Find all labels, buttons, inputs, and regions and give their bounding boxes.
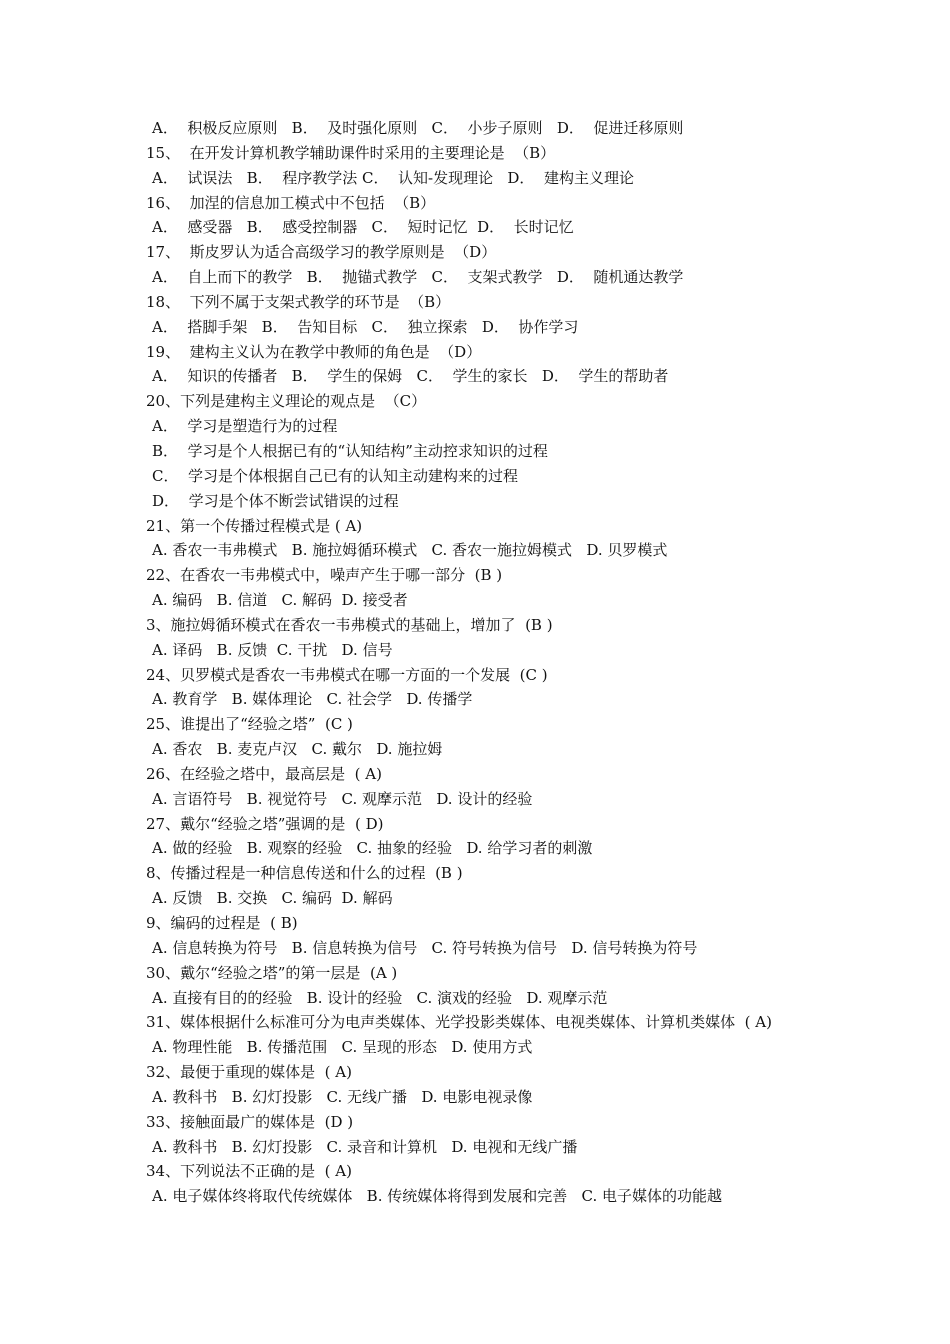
question-line: 17、 斯皮罗认为适合高级学习的教学原则是 （D） <box>146 243 497 262</box>
question-line: 32、最便于重现的媒体是 ( A) <box>146 1063 352 1082</box>
answer-options-line: A． 知识的传播者 B． 学生的保姆 C． 学生的家长 D． 学生的帮助者 <box>152 367 669 386</box>
question-line: 26、在经验之塔中，最高层是 ( A) <box>146 764 382 783</box>
answer-options-line: A. 物理性能 B. 传播范围 C. 呈现的形态 D. 使用方式 <box>152 1038 533 1057</box>
question-line: 20、下列是建构主义理论的观点是 （C） <box>146 392 427 411</box>
answer-options-line: A. 香农 B. 麦克卢汉 C. 戴尔 D. 施拉姆 <box>152 740 443 759</box>
question-line: 21、第一个传播过程模式是 ( A) <box>146 516 363 535</box>
answer-options-line: A. 教科书 B. 幻灯投影 C. 录音和计算机 D. 电视和无线广播 <box>152 1137 578 1156</box>
answer-options-line: A. 电子媒体终将取代传统媒体 B. 传统媒体将得到发展和完善 C. 电子媒体的功能越 <box>152 1187 723 1206</box>
answer-options-line: A. 香农一韦弗模式 B. 施拉姆循环模式 C. 香农一施拉姆模式 D. 贝罗模式 <box>152 541 668 560</box>
answer-options-line: A． 试误法 B． 程序教学法 C． 认知-发现理论 D． 建构主义理论 <box>152 168 634 187</box>
question-line: 9、编码的过程是 ( B) <box>146 914 298 932</box>
answer-options-line: A. 信息转换为符号 B. 信息转换为信号 C. 符号转换为信号 D. 信号转换为符号 <box>152 938 698 957</box>
answer-options-line: A． 感受器 B． 感受控制器 C． 短时记忆 D． 长时记忆 <box>152 218 574 237</box>
question-line: 24、贝罗模式是香农一韦弗模式在哪一方面的一个发展 (C ) <box>146 665 548 684</box>
question-line: 25、谁提出了“经验之塔” (C ) <box>146 715 353 734</box>
question-line: 30、戴尔“经验之塔”的第一层是 (A ) <box>146 963 398 982</box>
answer-options-line: A． 学习是塑造行为的过程 <box>152 417 338 436</box>
answer-options-line: A. 编码 B. 信道 C. 解码 D. 接受者 <box>152 591 408 610</box>
question-line: 16、 加涅的信息加工模式中不包括 （B） <box>146 193 436 212</box>
question-line: 34、下列说法不正确的是 ( A) <box>146 1162 352 1181</box>
question-line: 27、戴尔“经验之塔”强调的是 ( D) <box>146 814 384 833</box>
answer-options-line: A． 积极反应原则 B． 及时强化原则 C． 小步子原则 D． 促进迁移原则 <box>152 119 684 137</box>
question-line: 15、 在开发计算机教学辅助课件时采用的主要理论是 （B） <box>146 143 556 162</box>
answer-options-line: D． 学习是个体不断尝试错误的过程 <box>152 491 399 510</box>
answer-options-line: C． 学习是个体根据自己已有的认知主动建构来的过程 <box>152 466 519 485</box>
question-line: 31、媒体根据什么标准可分为电声类媒体、光学投影类媒体、电视类媒体、计算机类媒体 ( A) <box>146 1013 772 1032</box>
answer-options-line: A. 教育学 B. 媒体理论 C. 社会学 D. 传播学 <box>152 690 473 709</box>
answer-options-line: A． 搭脚手架 B． 告知目标 C． 独立探索 D． 协作学习 <box>152 317 579 336</box>
document-body <box>146 116 826 1209</box>
answer-options-line: A. 言语符号 B. 视觉符号 C. 观摩示范 D. 设计的经验 <box>152 789 533 808</box>
question-line: 3、施拉姆循环模式在香农一韦弗模式的基础上，增加了 (B ) <box>146 615 553 634</box>
answer-options-line: A. 做的经验 B. 观察的经验 C. 抽象的经验 D. 给学习者的刺激 <box>152 839 593 858</box>
question-line: 8、传播过程是一种信息传送和什么的过程 (B ) <box>146 864 463 883</box>
question-line: 19、 建构主义认为在教学中教师的角色是 （D） <box>146 342 482 361</box>
answer-options-line: B． 学习是个人根据已有的“认知结构”主动控求知识的过程 <box>152 441 548 460</box>
answer-options-line: A. 直接有目的的经验 B. 设计的经验 C. 演戏的经验 D. 观摩示范 <box>152 988 608 1007</box>
answer-options-line: A． 自上而下的教学 B． 抛锚式教学 C． 支架式教学 D． 随机通达教学 <box>152 268 684 287</box>
answer-options-line: A. 反馈 B. 交换 C. 编码 D. 解码 <box>152 889 393 908</box>
question-line: 33、接触面最广的媒体是 (D ) <box>146 1112 354 1131</box>
question-line: 22、在香农一韦弗模式中，噪声产生于哪一部分 (B ) <box>146 566 503 585</box>
answer-options-line: A. 教科书 B. 幻灯投影 C. 无线广播 D. 电影电视录像 <box>152 1087 533 1106</box>
answer-options-line: A. 译码 B. 反馈 C. 干扰 D. 信号 <box>152 640 393 659</box>
question-line: 18、 下列不属于支架式教学的环节是 （B） <box>146 292 451 311</box>
